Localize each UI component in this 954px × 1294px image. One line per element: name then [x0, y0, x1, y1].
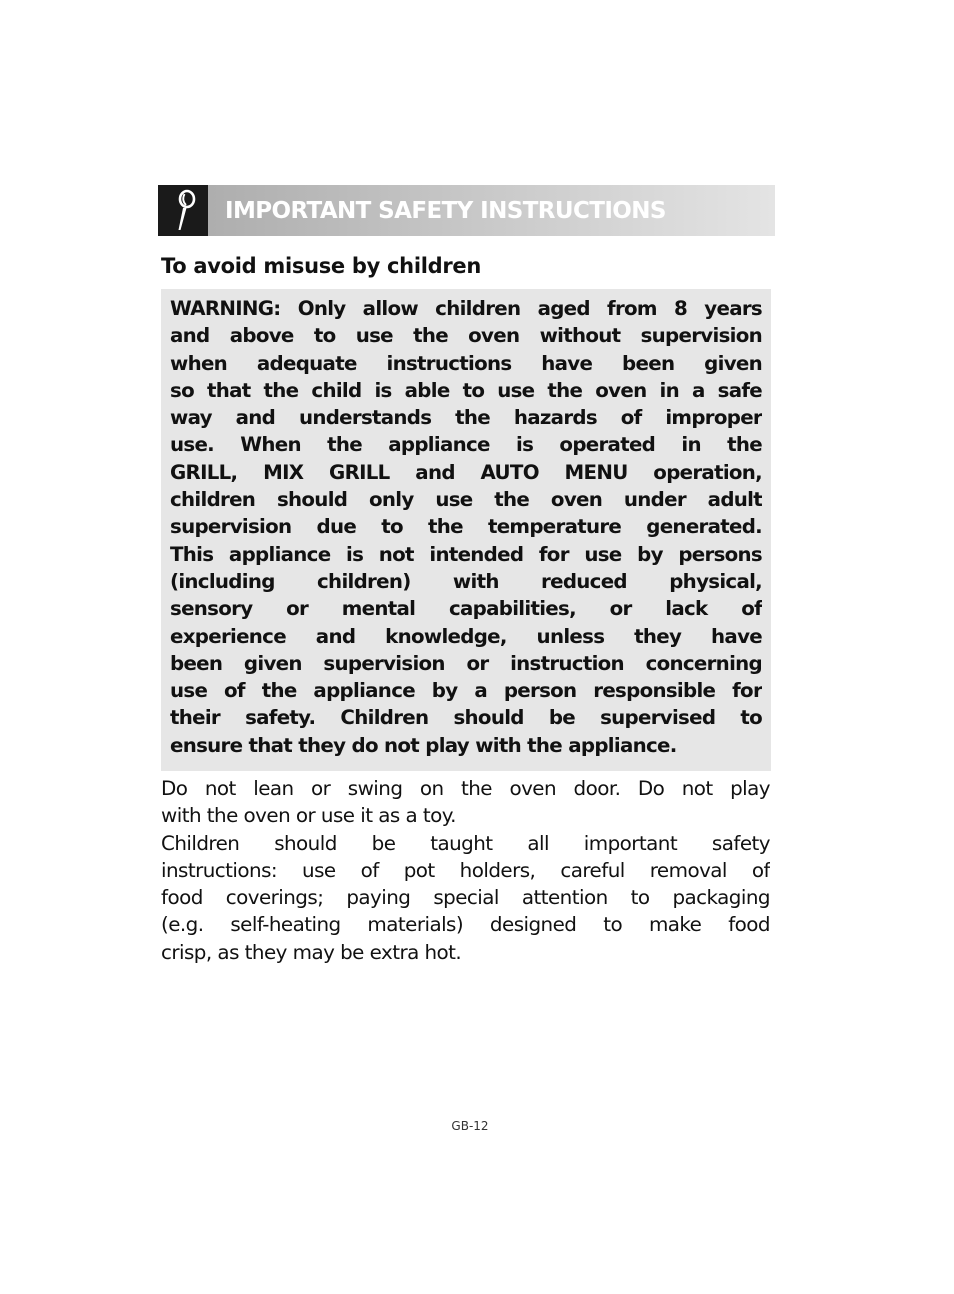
- warning-line: supervision due to the temperature generated.: [170, 515, 762, 539]
- warning-line: WARNING: Only allow children aged from 8 years: [170, 297, 762, 320]
- body-line: Children should be taught all important safety: [161, 831, 770, 855]
- body-line: (e.g. self-heating materials) designed to make food: [161, 913, 770, 937]
- warning-line: experience and knowledge, unless they have: [170, 624, 762, 648]
- warning-line: sensory or mental capabilities, or lack of: [170, 597, 762, 621]
- section-title: IMPORTANT SAFETY INSTRUCTIONS: [225, 197, 666, 224]
- body-line: food coverings; paying special attention to packaging: [161, 886, 770, 910]
- warning-line: their safety. Children should be supervised to: [170, 706, 762, 730]
- body-line: instructions: use of pot holders, careful removal of: [161, 858, 770, 882]
- body-line: crisp, as they may be extra hot.: [161, 940, 462, 964]
- warning-line: and above to use the oven without supervision: [170, 324, 762, 348]
- warning-line: use of the appliance by a person responsible for: [170, 679, 762, 703]
- page-number: GB-12: [451, 1119, 489, 1133]
- body-line: with the oven or use it as a toy.: [161, 804, 456, 828]
- subsection-heading: To avoid misuse by children: [161, 254, 481, 278]
- warning-line: been given supervision or instruction concerning: [170, 651, 762, 675]
- warning-line: ensure that they do not play with the appliance.: [170, 733, 677, 757]
- warning-line: This appliance is not intended for use by persons: [170, 542, 762, 566]
- warning-line: so that the child is able to use the oven in a safe: [170, 378, 762, 402]
- warning-box: [161, 289, 771, 771]
- warning-line: when adequate instructions have been given: [170, 351, 762, 375]
- warning-line: children should only use the oven under adult: [170, 488, 762, 512]
- warning-line: GRILL, MIX GRILL and AUTO MENU operation,: [170, 460, 762, 484]
- warning-line: (including children) with reduced physical,: [170, 569, 762, 593]
- pen-nib-icon: [168, 189, 198, 233]
- warning-line: use. When the appliance is operated in the: [170, 433, 762, 457]
- warning-line: way and understands the hazards of improper: [170, 406, 762, 430]
- body-paragraphs: [161, 775, 770, 966]
- header-icon-box: [158, 185, 208, 236]
- section-header-bar: [158, 185, 775, 236]
- body-line: Do not lean or swing on the oven door. Do not play: [161, 777, 770, 800]
